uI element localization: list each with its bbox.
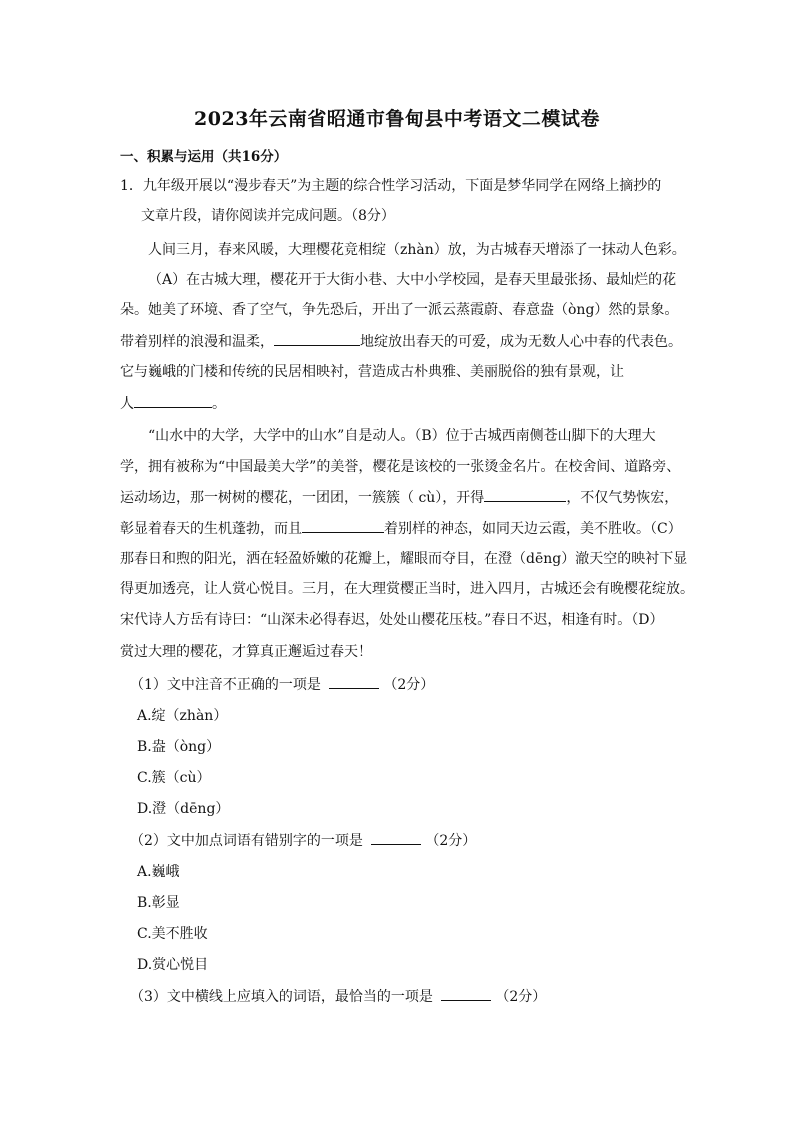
- passage-line: 人间三月，春来风暖，大理樱花竞相绽（zhàn）放，为古城春天增添了一抹动人色彩。: [148, 242, 686, 258]
- fill-blank: [302, 518, 384, 533]
- option-b: B.盎（òng）: [137, 739, 221, 755]
- option-d: D.赏心悦目: [137, 957, 209, 973]
- question-stem: （2）文中加点词语有错别字的一项是: [130, 833, 363, 849]
- answer-blank: [371, 830, 421, 845]
- passage-line: 朵。她美了环境、香了空气，争先恐后，开出了一派云蒸霞蔚、春意盎（òng）然的景象。: [120, 302, 679, 318]
- passage-line: [120, 518, 682, 539]
- passage-line: “山水中的大学，大学中的山水”自是动人。（B）位于古城西南侧苍山脚下的大理大: [148, 428, 656, 444]
- fill-blank: [484, 487, 566, 502]
- passage-line: [120, 331, 682, 352]
- passage-line: [120, 393, 226, 414]
- passage-text: 地绽放出春天的可爱，成为无数人心中春的代表色。: [360, 334, 682, 350]
- passage-line: [120, 487, 678, 508]
- passage-line: 学，拥有被称为“中国最美大学”的美誉，樱花是该校的一张烫金名片。在校舍间、道路旁、: [120, 459, 681, 475]
- passage-line: 它与巍峨的门楼和传统的民居相映衬，营造成古朴典雅、美丽脱俗的独有景观，让: [120, 364, 624, 380]
- question-score: （2分）: [383, 677, 435, 693]
- passage-line: 得更加透亮，让人赏心悦目。三月，在大理赏樱正当时，进入四月，古城还会有晚樱花绽放。: [120, 581, 694, 597]
- option-a: A.绽（zhàn）: [137, 708, 228, 724]
- question-intro-line2: 文章片段，请你阅读并完成问题。（8分）: [141, 208, 395, 224]
- question-intro-line1: 1．九年级开展以“漫步春天”为主题的综合性学习活动，下面是梦华同学在网络上摘抄的: [120, 178, 662, 194]
- option-b: B.彰显: [137, 895, 180, 911]
- passage-text: 。: [212, 396, 226, 412]
- passage-line: （A）在古城大理，樱花开于大街小巷、大中小学校园，是春天里最张扬、最灿烂的花: [148, 272, 677, 288]
- passage-text: 运动场边，那一树树的樱花，一团团，一簇簇（ cù），开得: [120, 490, 485, 506]
- passage-text: 带着别样的浪漫和温柔，: [120, 334, 274, 350]
- answer-blank: [329, 674, 379, 689]
- sub-question-1: [130, 674, 434, 695]
- passage-text: 着别样的神态，如同天边云霞，美不胜收。（C）: [384, 521, 682, 537]
- question-stem: （1）文中注音不正确的一项是: [130, 677, 321, 693]
- option-c: C.美不胜收: [137, 926, 208, 942]
- option-c: C.簇（cù）: [137, 770, 211, 786]
- answer-blank: [441, 986, 491, 1001]
- sub-question-2: [130, 830, 476, 851]
- page-title: 2023年云南省昭通市鲁甸县中考语文二模试卷: [194, 108, 600, 130]
- passage-text: 彰显着春天的生机蓬勃，而且: [120, 521, 302, 537]
- question-score: （2分）: [425, 833, 477, 849]
- fill-blank: [134, 393, 212, 408]
- passage-text: ，不仅气势恢宏，: [566, 490, 679, 506]
- question-stem: （3）文中横线上应填入的词语，最恰当的一项是: [130, 989, 433, 1005]
- option-d: D.澄（dēng）: [137, 801, 230, 817]
- passage-line: 赏过大理的樱花，才算真正邂逅过春天！: [120, 644, 372, 660]
- passage-line: 那春日和煦的阳光，洒在轻盈娇嫩的花瓣上，耀眼而夺目，在澄（dēng）澈天空的映衬下显: [120, 551, 688, 567]
- sub-question-3: [130, 986, 546, 1007]
- passage-line: 宋代诗人方岳有诗曰：“山深未必得春迟，处处山樱花压枝。”春日不迟，相逢有时。（D）: [120, 612, 664, 628]
- option-a: A.巍峨: [137, 864, 180, 880]
- question-score: （2分）: [495, 989, 547, 1005]
- passage-text: 人: [120, 396, 134, 412]
- section-heading: 一、积累与运用（共16分）: [120, 149, 288, 165]
- fill-blank: [274, 331, 360, 346]
